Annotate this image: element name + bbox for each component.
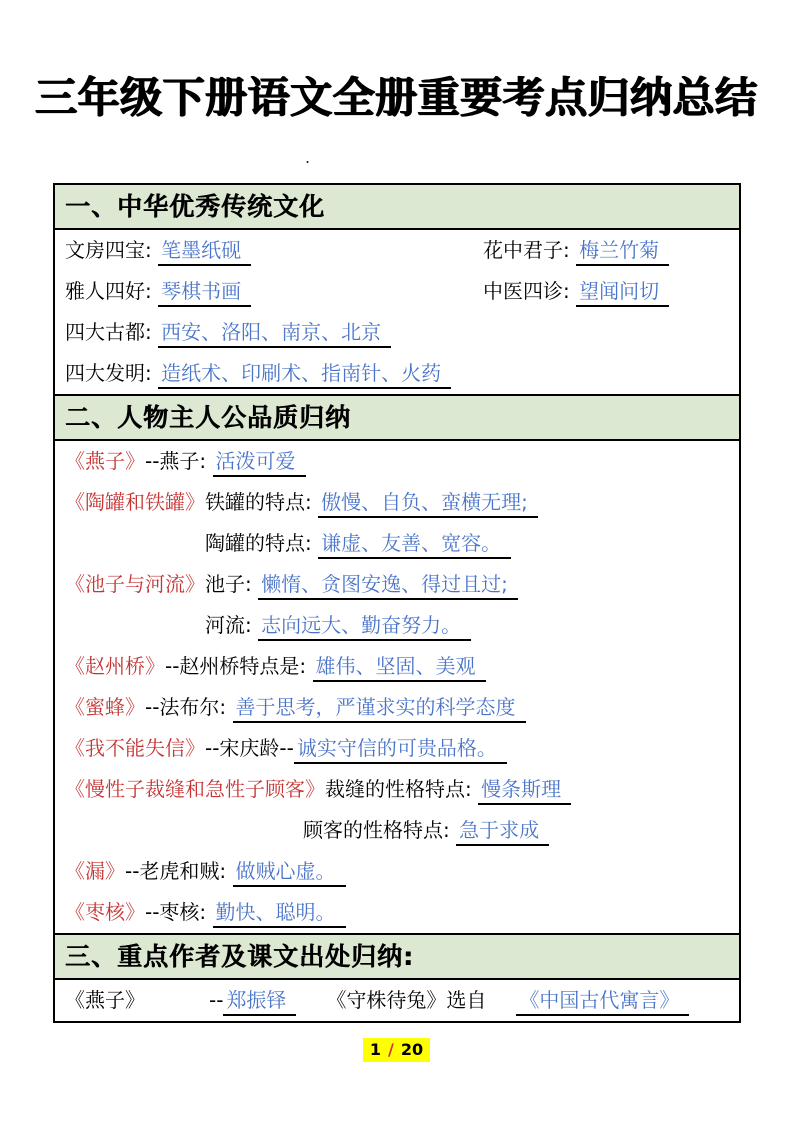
label-text: --赵州桥特点是: [165, 654, 313, 678]
answer-text: 诚实守信的可贵品格。 [294, 736, 507, 764]
book-title: 《池子与河流》 [65, 572, 205, 596]
content-line [55, 605, 739, 646]
page-footer [0, 1038, 793, 1062]
label-text: 陶罐的特点: [205, 531, 319, 555]
line-cell [65, 449, 306, 477]
content-line [55, 646, 739, 687]
answer-text: 慢条斯理 [478, 777, 571, 805]
line-cell [65, 572, 518, 600]
label-text: --老虎和贼: [125, 859, 233, 883]
book-title: 《枣核》 [65, 900, 145, 924]
label-text: 裁缝的性格特点: [325, 777, 479, 801]
label-text: 池子: [205, 572, 259, 596]
content-line [55, 687, 739, 728]
label-text: 花中君子: [483, 238, 577, 262]
content-line [55, 564, 739, 605]
line-cell [65, 695, 526, 723]
line-cell [65, 900, 346, 928]
section-heading [55, 394, 739, 441]
content-line [55, 230, 739, 271]
section-heading [55, 185, 739, 230]
book-title: 《燕子》 [65, 449, 145, 473]
page-number-badge [363, 1038, 430, 1062]
page-separator: / [388, 1040, 394, 1059]
answer-text: 笔墨纸砚 [158, 238, 251, 266]
line-cell [65, 859, 346, 887]
page-current: 1 [369, 1040, 382, 1059]
answer-text: 梅兰竹菊 [576, 238, 669, 266]
content-line [55, 523, 739, 564]
answer-text: 善于思考，严谨求实的科学态度 [233, 695, 526, 723]
answer-text: 郑振铎 [223, 988, 296, 1016]
line-cell [65, 736, 507, 764]
answer-text: 活泼可爱 [213, 449, 306, 477]
answer-text: 雄伟、坚固、美观 [313, 654, 486, 682]
label-text: 四大古都: [65, 320, 159, 344]
label-text: 顾客的性格特点: [303, 818, 457, 842]
label-text: 四大发明: [65, 361, 159, 385]
content-line [55, 980, 739, 1021]
line-cell [65, 320, 391, 348]
book-title: 《赵州桥》 [65, 654, 165, 678]
content-line [55, 810, 739, 851]
answer-text: 急于求成 [456, 818, 549, 846]
summary-table [53, 183, 741, 1023]
book-title: 《漏》 [65, 859, 125, 883]
line-cell [65, 280, 483, 302]
section-heading-label: 二、人物主人公品质归纳 [65, 403, 352, 432]
line-cell [65, 361, 451, 389]
answer-text: 志向远大、勤奋努力。 [258, 613, 471, 641]
line-cell [65, 777, 571, 805]
line-cell [65, 490, 538, 518]
book-title: 《慢性子裁缝和急性子顾客》 [65, 777, 325, 801]
content-line [55, 353, 739, 394]
line-cell [483, 279, 669, 307]
answer-text: 谦虚、友善、宽容。 [318, 531, 511, 559]
line-cell [205, 613, 471, 641]
label-text: 雅人四好: [65, 279, 159, 303]
label-text: 中医四诊: [483, 279, 577, 303]
page-total: 20 [400, 1040, 424, 1059]
label-text: 文房四宝: [65, 238, 159, 262]
book-title: 《陶罐和铁罐》 [65, 490, 205, 514]
label-text: 铁罐的特点: [205, 490, 319, 514]
line-cell [303, 818, 549, 846]
content-line [55, 312, 739, 353]
answer-text: 造纸术、印刷术、指南针、火药 [158, 361, 451, 389]
label-text: 《燕子》 [65, 988, 145, 1012]
line-cell [65, 988, 689, 1012]
answer-text: 勤快、聪明。 [213, 900, 346, 928]
content-line [55, 728, 739, 769]
content-line [55, 892, 739, 933]
line-cell [483, 238, 669, 266]
section-heading-label: 三、重点作者及课文出处归纳: [65, 942, 414, 971]
content-line [55, 441, 739, 482]
answer-text: 琴棋书画 [158, 279, 251, 307]
content-line [55, 271, 739, 312]
label-text: 《守株待兔》选自 [326, 988, 487, 1012]
line-cell [65, 239, 483, 261]
label-text: --宋庆龄-- [205, 736, 294, 760]
answer-text: 望闻问切 [576, 279, 669, 307]
page-title: 三年级下册语文全册重要考点归纳总结 [35, 73, 758, 122]
label-text: --燕子: [145, 449, 213, 473]
label-text: --枣核: [145, 900, 213, 924]
content-line [55, 851, 739, 892]
line-cell [205, 531, 511, 559]
label-text: --法布尔: [145, 695, 233, 719]
content-line [55, 769, 739, 810]
answer-text: 《中国古代寓言》 [516, 988, 689, 1016]
section-heading [55, 933, 739, 980]
content-line [55, 482, 739, 523]
answer-text: 懒惰、贪图安逸、得过且过; [258, 572, 518, 600]
answer-text: 做贼心虚。 [233, 859, 346, 887]
book-title: 《蜜蜂》 [65, 695, 145, 719]
answer-text: 西安、洛阳、南京、北京 [158, 320, 391, 348]
label-text: 河流: [205, 613, 259, 637]
stray-mark: . [305, 148, 311, 167]
label-text: -- [209, 988, 224, 1012]
section-heading-label: 一、中华优秀传统文化 [65, 192, 326, 221]
answer-text: 傲慢、自负、蛮横无理; [318, 490, 538, 518]
book-title: 《我不能失信》 [65, 736, 205, 760]
line-cell [65, 654, 486, 682]
